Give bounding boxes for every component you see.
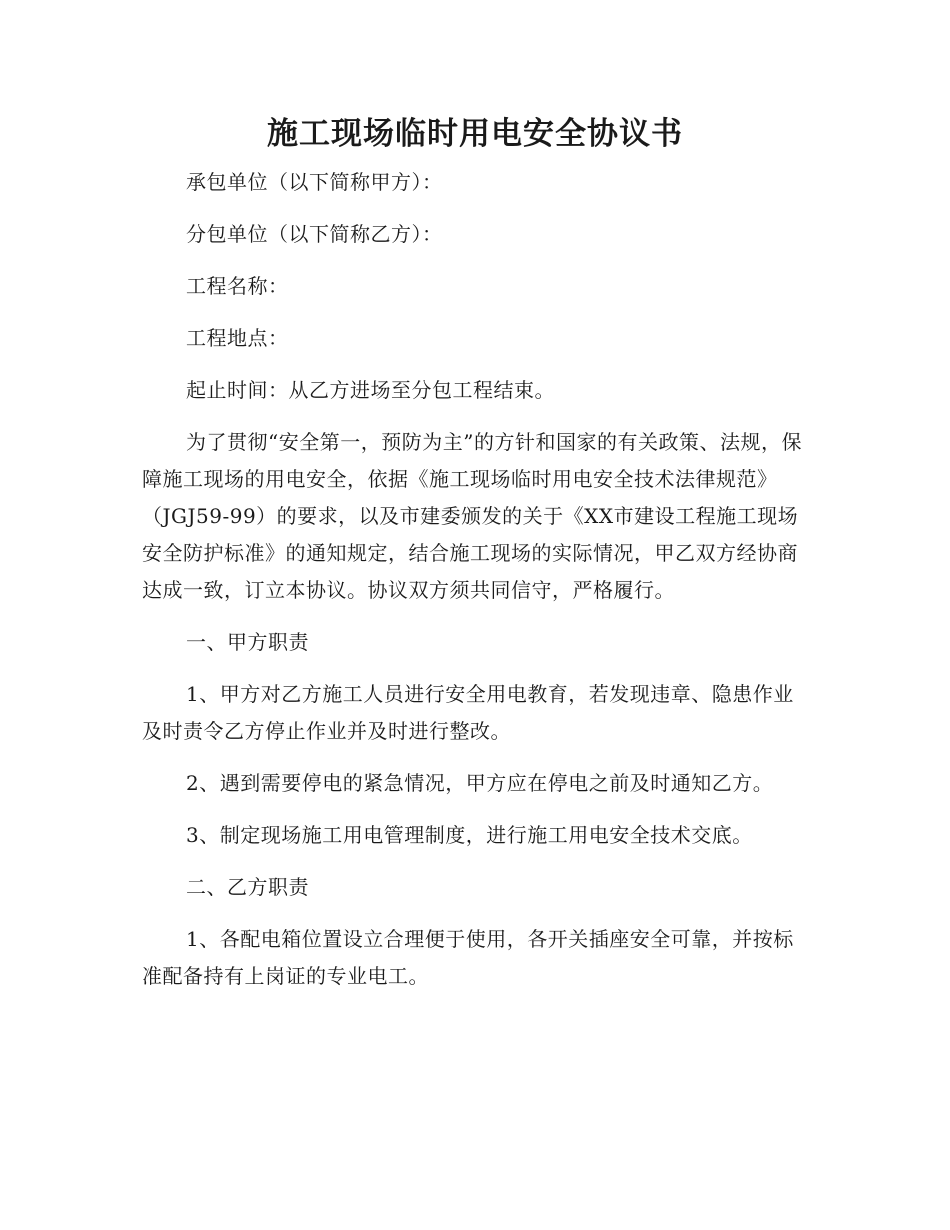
section-heading-party-b: 二、乙方职责 — [186, 875, 309, 899]
party-b-duty-1: 1、各配电箱位置设立合理便于使用，各开关插座安全可靠，并按标准配备持有上岗证的专业电工。 — [142, 927, 794, 988]
subcontractor-field: 分包单位（以下简称乙方）： — [186, 222, 443, 246]
party-a-duty-3: 3、制定现场施工用电管理制度，进行施工用电安全技术交底。 — [186, 823, 753, 847]
period-field: 起止时间：从乙方进场至分包工程结束。 — [186, 378, 555, 402]
party-a-duty-1: 1、甲方对乙方施工人员进行安全用电教育，若发现违章、隐患作业及时责令乙方停止作业并及时进行整改。 — [142, 682, 794, 743]
document-title: 施工现场临时用电安全协议书 — [267, 116, 683, 152]
party-a-duty-2: 2、遇到需要停电的紧急情况，甲方应在停电之前及时通知乙方。 — [186, 771, 774, 795]
project-name-field: 工程名称： — [186, 274, 289, 298]
contractor-field: 承包单位（以下简称甲方）： — [186, 170, 443, 194]
document-body — [142, 164, 812, 1010]
intro-paragraph: 为了贯彻“安全第一，预防为主”的方针和国家的有关政策、法规，保障施工现场的用电安全，依据《施工现场临时用电安全技术法律规范》（JGJ59-99）的要求，以及市建委颁发的关于《XX市建设工程施工现场安全防护标准》的通知规定，结合施工现场的实际情况，甲乙双方经协商达成一致，订立本协议。协议双方须共同信守，严格履行。 — [142, 430, 802, 602]
project-location-field: 工程地点： — [186, 326, 289, 350]
section-heading-party-a: 一、甲方职责 — [186, 630, 309, 654]
